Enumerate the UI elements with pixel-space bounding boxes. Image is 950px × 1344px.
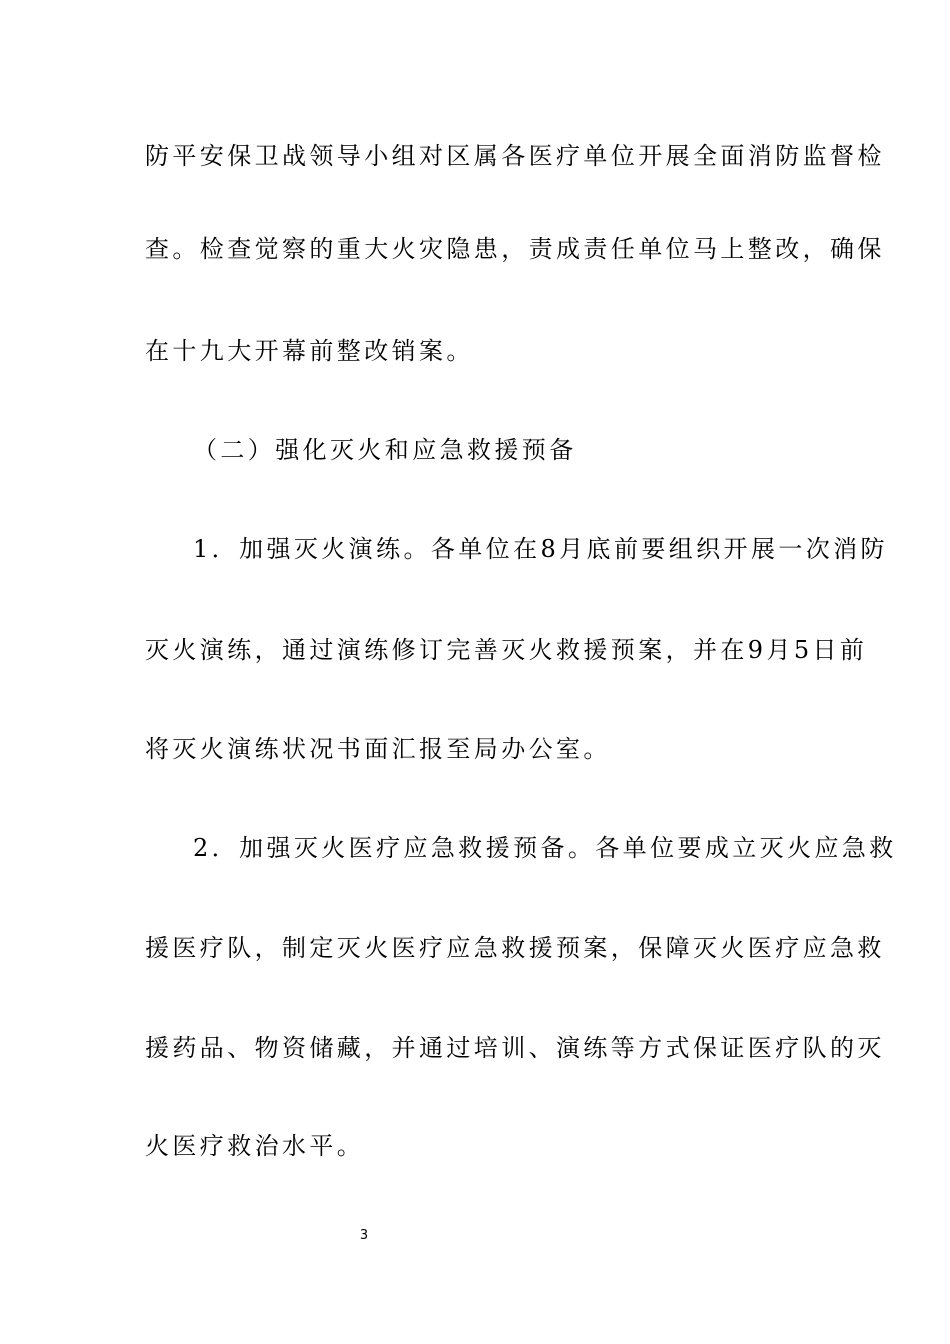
paragraph-line: 灭火演练，通过演练修订完善灭火救援预案，并在9月5日前 <box>145 636 868 664</box>
page-number: 3 <box>359 1228 369 1243</box>
paragraph-line: 在十九大开幕前整改销案。 <box>145 337 474 365</box>
paragraph-line: 防平安保卫战领导小组对区属各医疗单位开展全面消防监督检 <box>145 142 885 170</box>
paragraph-line: 火医疗救治水平。 <box>145 1132 365 1160</box>
paragraph-line: 将灭火演练状况书面汇报至局办公室。 <box>145 735 611 763</box>
list-item-heading: 1．加强灭火演练。各单位在8月底前要组织开展一次消防 <box>193 535 888 563</box>
paragraph-line: 援药品、物资储藏，并通过培训、演练等方式保证医疗队的灭 <box>145 1034 885 1062</box>
paragraph-line: 援医疗队，制定灭火医疗应急救援预案，保障灭火医疗应急救 <box>145 934 885 962</box>
paragraph-line: 查。检查觉察的重大火灾隐患，责成责任单位马上整改，确保 <box>145 235 885 263</box>
list-item-heading: 2．加强灭火医疗应急救援预备。各单位要成立灭火应急救 <box>193 834 897 862</box>
section-heading: （二）强化灭火和应急救援预备 <box>193 436 577 464</box>
